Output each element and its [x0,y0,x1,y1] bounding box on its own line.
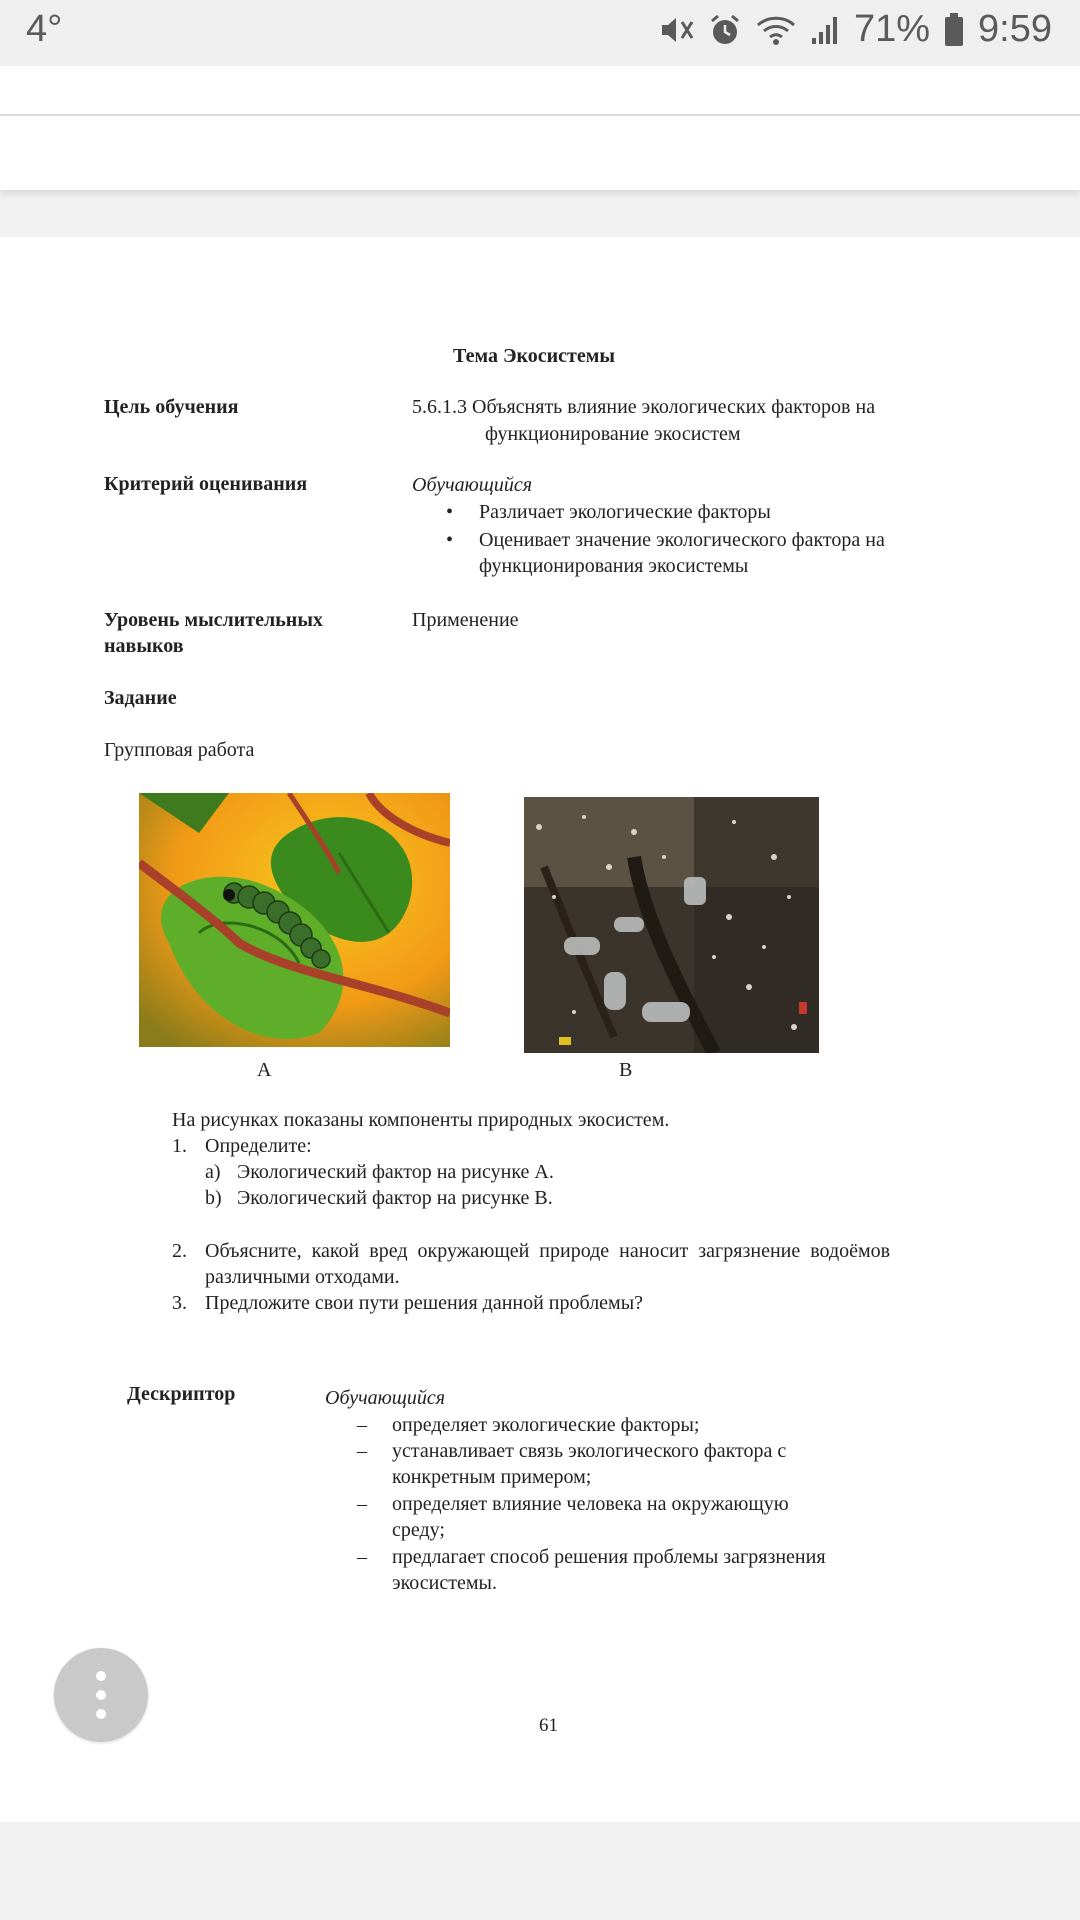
bottom-spacer [0,1822,1080,1920]
level-value: Применение [412,609,519,631]
more-options-button[interactable] [54,1648,148,1742]
more-options-icon [96,1671,106,1681]
criterion-item-2: Оценивает значение экологического фактора на [479,529,885,551]
descriptor-dash-1: – [357,1414,367,1436]
q1b-number: b) [205,1187,222,1209]
figure-a-caption: A [257,1059,272,1081]
q3-number: 3. [172,1292,187,1314]
document-page [0,237,1080,1822]
q3-text: Предложите свои пути решения данной проблемы? [205,1292,644,1314]
page-number: 61 [539,1715,558,1736]
descriptor-item-2: устанавливает связь экологического фактора с [392,1440,787,1462]
descriptor-item-3: определяет влияние человека на окружающую [392,1493,789,1515]
q1a-text: Экологический фактор на рисунке А. [237,1161,554,1183]
descriptor-item-2-cont: конкретным примером; [392,1466,592,1488]
criterion-label: Критерий оценивания [104,473,308,495]
alarm-icon [708,13,742,47]
q1-number: 1. [172,1135,187,1157]
level-label-line-2: навыков [104,635,184,657]
criterion-intro: Обучающийся [412,474,533,496]
figure-b-image [524,797,819,1053]
descriptor-label: Дескриптор [127,1383,236,1405]
criterion-item-1: Различает экологические факторы [479,501,771,523]
more-options-icon-dot [96,1690,106,1700]
battery-percent: 71% [853,8,931,50]
battery-icon [944,13,964,47]
q2-number: 2. [172,1240,187,1262]
q2-line-2: различными отходами. [205,1266,400,1288]
goal-line-1: 5.6.1.3 Объяснять влияние экологических факторов на [412,396,876,418]
q1b-text: Экологический фактор на рисунке В. [237,1187,553,1209]
descriptor-dash-4: – [357,1546,367,1568]
more-options-icon-dot [96,1709,106,1719]
clock-time: 9:59 [978,8,1052,50]
criterion-item-2-cont: функционирования экосистемы [479,555,749,577]
app-header [0,66,1080,116]
descriptor-item-1: определяет экологические факторы; [392,1414,700,1436]
app-toolbar [0,116,1080,190]
q1-text: Определите: [205,1135,312,1157]
goal-label: Цель обучения [104,396,239,418]
descriptor-item-4: предлагает способ решения проблемы загрязнения [392,1546,826,1568]
document-title: Тема Экосистемы [453,345,615,367]
figure-a-image [139,793,450,1047]
wifi-icon [756,14,796,46]
signal-icon [810,14,840,46]
goal-line-2: функционирование экосистем [485,423,741,445]
criterion-bullet-1: • [446,501,454,523]
descriptor-intro: Обучающийся [325,1387,446,1409]
level-label-line-1: Уровень мыслительных [104,609,323,631]
temperature-text: 4° [26,8,63,50]
figure-b-caption: B [619,1059,633,1081]
descriptor-item-4-cont: экосистемы. [392,1572,497,1594]
q1a-number: a) [205,1161,221,1183]
status-bar [0,0,1080,66]
q2-line-1: Объясните, какой вред окружающей природе наносит загрязнение водоёмов [205,1240,891,1262]
criterion-bullet-2: • [446,529,454,551]
descriptor-dash-3: – [357,1493,367,1515]
task-label: Задание [104,687,177,709]
descriptor-item-3-cont: среду; [392,1519,445,1541]
mute-icon [658,14,694,46]
descriptor-dash-2: – [357,1440,367,1462]
group-work-text: Групповая работа [104,739,255,761]
intro-sentence: На рисунках показаны компоненты природных экосистем. [172,1109,670,1131]
status-icons [658,8,1052,51]
